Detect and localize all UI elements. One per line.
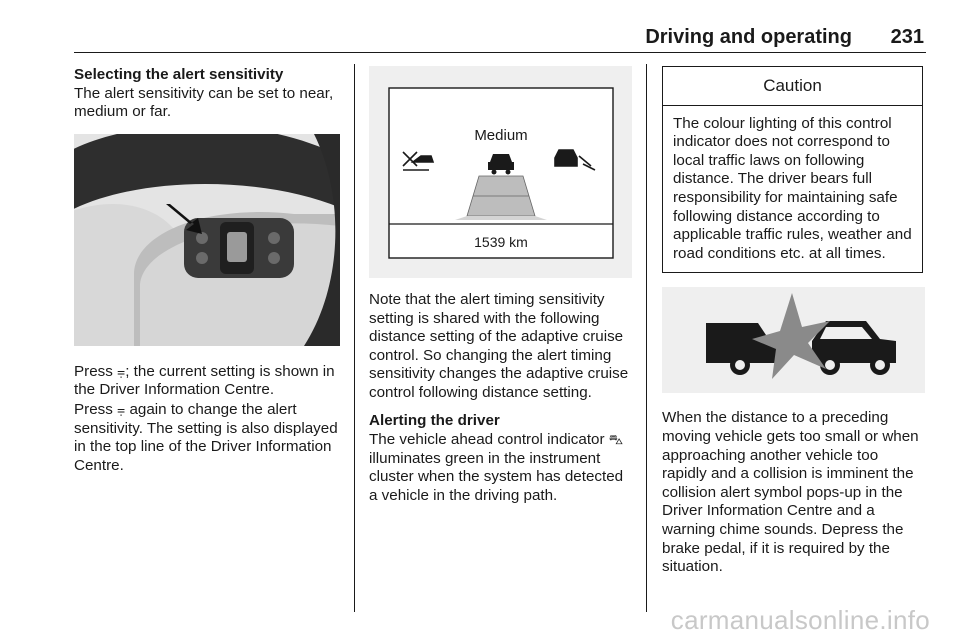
range-readout-text: 1539 km — [474, 234, 528, 250]
caution-text: The colour lighting of this control indicator does not correspond to local traffic laws on following distance. The driver bears full responsibility for maintaining safe following distance according to applicable traffic rules, weather and road conditions etc. at all times. — [673, 114, 912, 262]
driver-info-display-figure — [369, 66, 632, 278]
column-right — [662, 66, 926, 577]
caution-title: Caution — [663, 67, 922, 106]
watermark: carmanualsonline.info — [670, 605, 930, 635]
column-divider — [354, 64, 355, 612]
page-header — [74, 26, 926, 53]
paragraph: Press ⩦; the current setting is shown in the Driver Information Centre. — [74, 362, 335, 399]
paragraph: The vehicle ahead control indicator ⛍ illuminates green in the instrument cluster when the system has detected a vehicle in the driving path. — [369, 431, 624, 504]
paragraph: Press ⩦ again to change the alert sensitivity. The setting is also displayed in the top line of the Driver Information Centre. — [74, 400, 338, 474]
vehicle-ahead-icon: ⛍ — [608, 431, 624, 448]
following-gap-icon: ⩦ — [117, 362, 126, 379]
sensitivity-setting-text: Medium — [474, 127, 528, 144]
subheading: Alerting the driver — [369, 411, 500, 429]
column-left — [74, 66, 342, 475]
collision-alert-figure — [662, 287, 925, 393]
column-middle — [369, 66, 635, 506]
column-divider — [646, 64, 647, 612]
paragraph: Note that the alert timing sensitivity setting is shared with the following distance setting of the adaptive cruise control. So changing the alert timing sensitivity changes the adaptive cruise control following distance setting. — [369, 291, 629, 401]
paragraph: The alert sensitivity can be set to near, medium or far. — [74, 84, 334, 121]
following-gap-icon: ⩦ — [117, 400, 126, 417]
page-number: 231 — [890, 26, 924, 48]
subheading: Selecting the alert sensitivity — [74, 66, 284, 83]
paragraph: When the distance to a preceding moving vehicle gets too small or when approaching another vehicle too rapidly and a collision is imminent the collision alert symbol pops-up in the Driver Information Centre and a warning chime sounds. Depress the brake pedal, if it is required by the situation. — [662, 409, 919, 576]
caution-box — [662, 66, 923, 273]
steering-wheel-figure — [74, 134, 340, 346]
section-title: Driving and operating — [645, 26, 852, 48]
